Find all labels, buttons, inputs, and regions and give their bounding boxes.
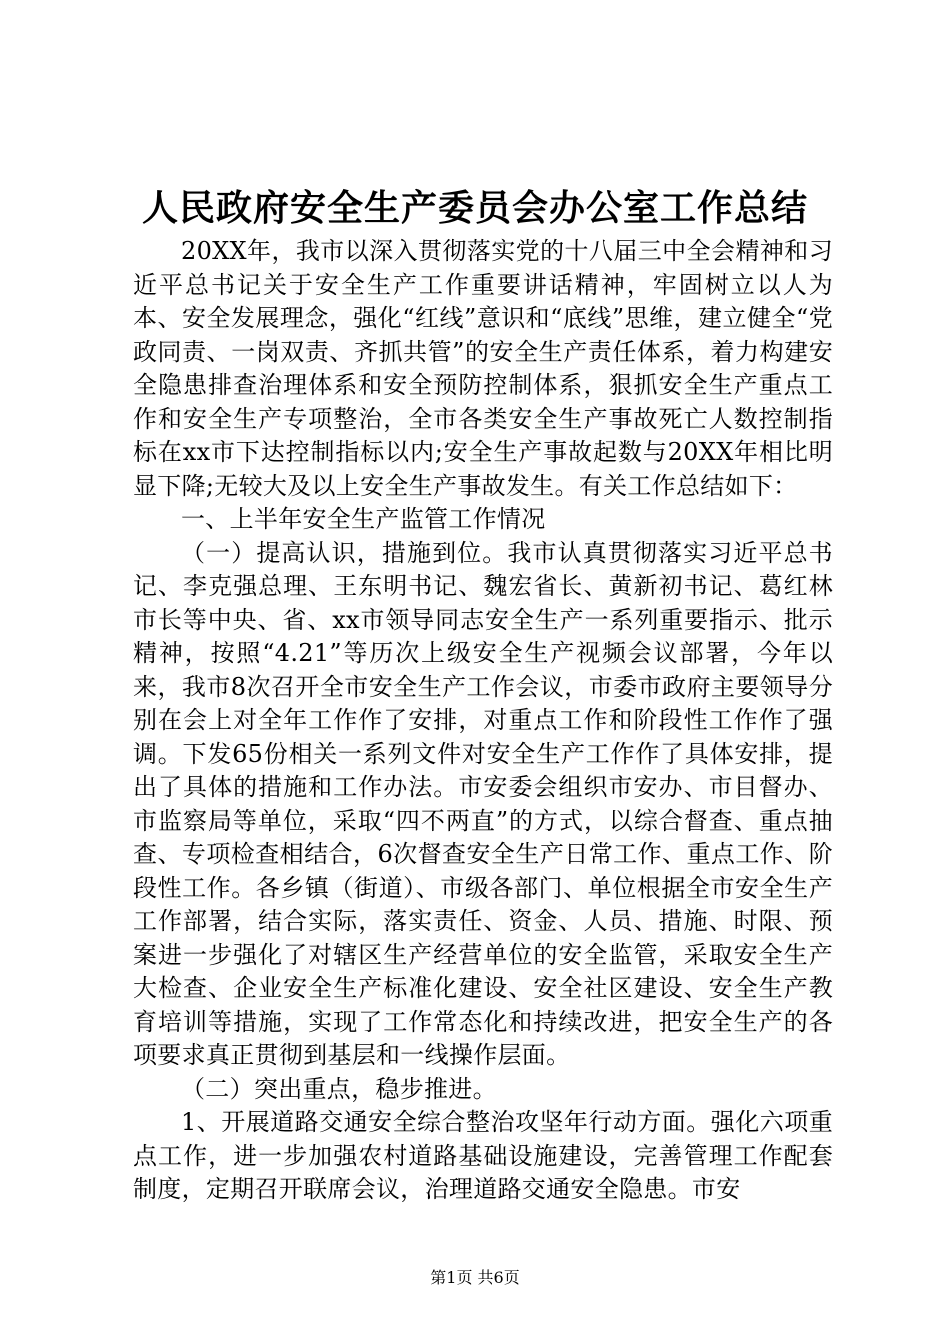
paragraph-intro: 20XX年，我市以深入贯彻落实党的十八届三中全会精神和习近平总书记关于安全生产工作重要讲话精神，牢固树立以人为本、安全发展理念，强化“红线”意识和“底线”思维，建立健全“党政同责、一岗双责、齐抓共管”的安全生产责任体系，着力构建安全隐患排查治理体系和安全预防控制体系，狠抓安全生产重点工作和安全生产专项整治，全市各类安全生产事故死亡人数控制指标在xx市下达控制指标以内;安全生产事故起数与20XX年相比明显下降;无较大及以上安全生产事故发生。有关工作总结如下： [133, 237, 833, 500]
paragraph-subsection-1: （一）提高认识，措施到位。我市认真贯彻落实习近平总书记、李克强总理、王东明书记、魏宏省长、黄新初书记、葛红林市长等中央、省、xx市领导同志安全生产一系列重要指示、批示精神，按照“4.21”等历次上级安全生产视频会议部署，今年以来，我市8次召开全市安全生产工作会议，市委市政府主要领导分别在会上对全年工作作了安排，对重点工作和阶段性工作作了强调。下发65份相关一系列文件对安全生产工作作了具体安排，提出了具体的措施和工作办法。市安委会组织市安办、市目督办、市监察局等单位，采取“四不两直”的方式，以综合督查、重点抽查、专项检查相结合，6次督查安全生产日常工作、重点工作、阶段性工作。各乡镇（街道）、市级各部门、单位根据全市安全生产工作部署，结合实际，落实责任、资金、人员、措施、时限、预案进一步强化了对辖区生产经营单位的安全监管，采取安全生产大检查、企业安全生产标准化建设、安全社区建设、安全生产教育培训等措施，实现了工作常态化和持续改进，把安全生产的各项要求真正贯彻到基层和一线操作层面。 [133, 538, 833, 1069]
document-body [133, 235, 833, 1207]
paragraph-item-1: 1、开展道路交通安全综合整治攻坚年行动方面。强化六项重点工作，进一步加强农村道路基础设施建设，完善管理工作配套制度，定期召开联席会议，治理道路交通安全隐患。市安 [133, 1108, 833, 1203]
document-title: 人民政府安全生产委员会办公室工作总结 [141, 187, 808, 229]
subsection-heading-2: （二）突出重点，稳步推进。 [181, 1074, 497, 1103]
section-heading-1: 一、上半年安全生产监管工作情况 [181, 505, 546, 533]
page-footer: 第1页 共6页 [430, 1268, 520, 1287]
